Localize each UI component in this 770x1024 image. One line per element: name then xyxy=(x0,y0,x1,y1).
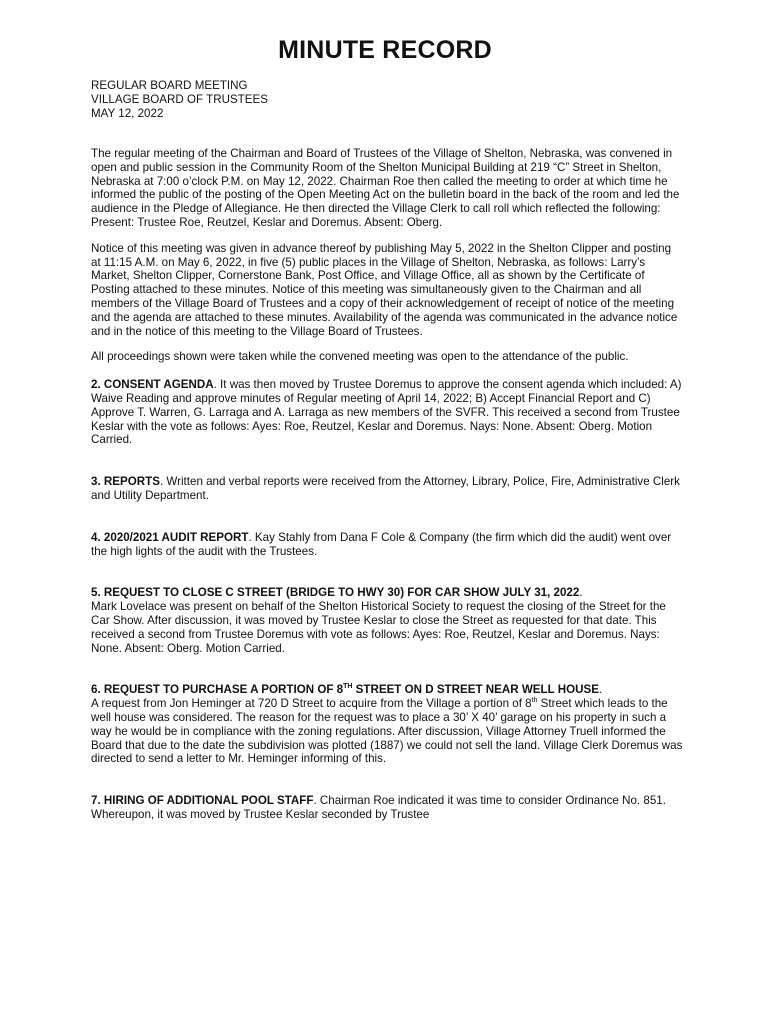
page-title: MINUTE RECORD xyxy=(278,36,492,64)
section-text: A request from Jon Heminger at 720 D Street to acquire from the Village a portion of 8th Street which leads to the well house was considered. The reason for the request was to place a 30’ X 40’ garage on his property in such a way he would be in compliance with the zoning regulations. After discussion, Village Attorney Truell informed the Board that due to the date the subdivision was plotted (1887) we could not sell the land. Village Clerk Doremus was directed to send a letter to Mr. Heminger informing of this. xyxy=(91,697,683,766)
header-line-date: MAY 12, 2022 xyxy=(91,106,164,120)
section-heading-end: . xyxy=(579,586,583,600)
section-text: . Chairman Roe indicated it was time to consider Ordinance No. 851. Whereupon, it was moved by Trustee Keslar seconded by Trustee xyxy=(91,794,666,821)
paragraph-call-to-order: The regular meeting of the Chairman and Board of Trustees of the Village of Shelton, Nebraska, was convened in open and public session in the Community Room of the Shelton Municipal Building at 219 “C” Street in Shelton, Nebraska at 7:00 o’clock P.M. on May 12, 2022. Chairman Roe then called the meeting to order at which time he informed the public of the posting of the Open Meeting Act on the bulletin board in the back of the room and led the audience in the Pledge of Allegiance. He then directed the Village Clerk to call roll which reflected the following: Present: Trustee Roe, Reutzel, Keslar and Doremus. Absent: Oberg. xyxy=(91,147,680,229)
section-purchase-8th-street xyxy=(91,683,683,697)
section-heading: 5. REQUEST TO CLOSE C STREET (BRIDGE TO HWY 30) FOR CAR SHOW JULY 31, 2022 xyxy=(91,586,580,600)
paragraph-notice: Notice of this meeting was given in advance thereof by publishing May 5, 2022 in the Shelton Clipper and posting at 11:15 A.M. on May 6, 2022, in five (5) public places in the Village of Shelton, Nebraska, as follows: Larry’s Market, Shelton Clipper, Cornerstone Bank, Post Office, and Village Office, all as shown by the Certificate of Posting attached to these minutes. Notice of this meeting was simultaneously given to the Chairman and all members of the Village Board of Trustees and a copy of their acknowledgement of receipt of notice of the meeting and the agenda are attached to these minutes. Availability of the agenda was communicated in the advance notice and in the notice of this meeting to the Village Board of Trustees. xyxy=(91,241,678,338)
meeting-header xyxy=(91,79,691,120)
section-heading: 7. HIRING OF ADDITIONAL POOL STAFF xyxy=(91,794,314,808)
section-close-c-street xyxy=(91,586,683,600)
section-reports xyxy=(91,475,683,503)
section-pool-staff xyxy=(91,794,683,822)
section-text: Mark Lovelace was present on behalf of the Shelton Historical Society to request the closing of the Street for the Car Show. After discussion, it was moved by Trustee Keslar to close the Street as requested for that date. This received a second from Trustee Doremus with vote as follows: Ayes: Roe, Reutzel, Keslar and Doremus. Nays: None. Absent: Oberg. Motion Carried. xyxy=(91,600,666,655)
section-heading: 2. CONSENT AGENDA xyxy=(91,378,214,392)
section-text: . Kay Stahly from Dana F Cole & Company (the firm which did the audit) went over the high lights of the audit with the Trustees. xyxy=(91,530,672,558)
section-heading: 4. 2020/2021 AUDIT REPORT xyxy=(91,530,249,544)
section-text: . It was then moved by Trustee Doremus to approve the consent agenda which included: A) Waive Reading and approve minutes of Regular meeting of April 14, 2022; B) Accept Financial Report and C) Approve T. Warren, G. Larraga and A. Larraga as new members of the SVFR. This received a second from Trustee Keslar with the vote as follows: Ayes: Roe, Reutzel, Keslar and Doremus. Nays: None. Absent: Oberg. Motion Carried. xyxy=(91,378,682,447)
paragraph-open-proceedings: All proceedings shown were taken while the convened meeting was open to the attendance of the public. xyxy=(91,350,629,364)
section-heading: 6. REQUEST TO PURCHASE A PORTION OF 8TH STREET ON D STREET NEAR WELL HOUSE xyxy=(91,683,599,697)
header-line-board: VILLAGE BOARD OF TRUSTEES xyxy=(91,92,268,106)
section-text: . Written and verbal reports were received from the Attorney, Library, Police, Fire, Administrative Clerk and Utility Department. xyxy=(91,475,680,502)
section-consent-agenda xyxy=(91,378,683,447)
section-heading-end: . xyxy=(598,683,603,697)
section-audit-report xyxy=(91,531,683,559)
minutes-body xyxy=(91,147,683,822)
section-heading: 3. REPORTS xyxy=(91,475,160,489)
header-line-meeting-type: REGULAR BOARD MEETING xyxy=(91,79,248,92)
